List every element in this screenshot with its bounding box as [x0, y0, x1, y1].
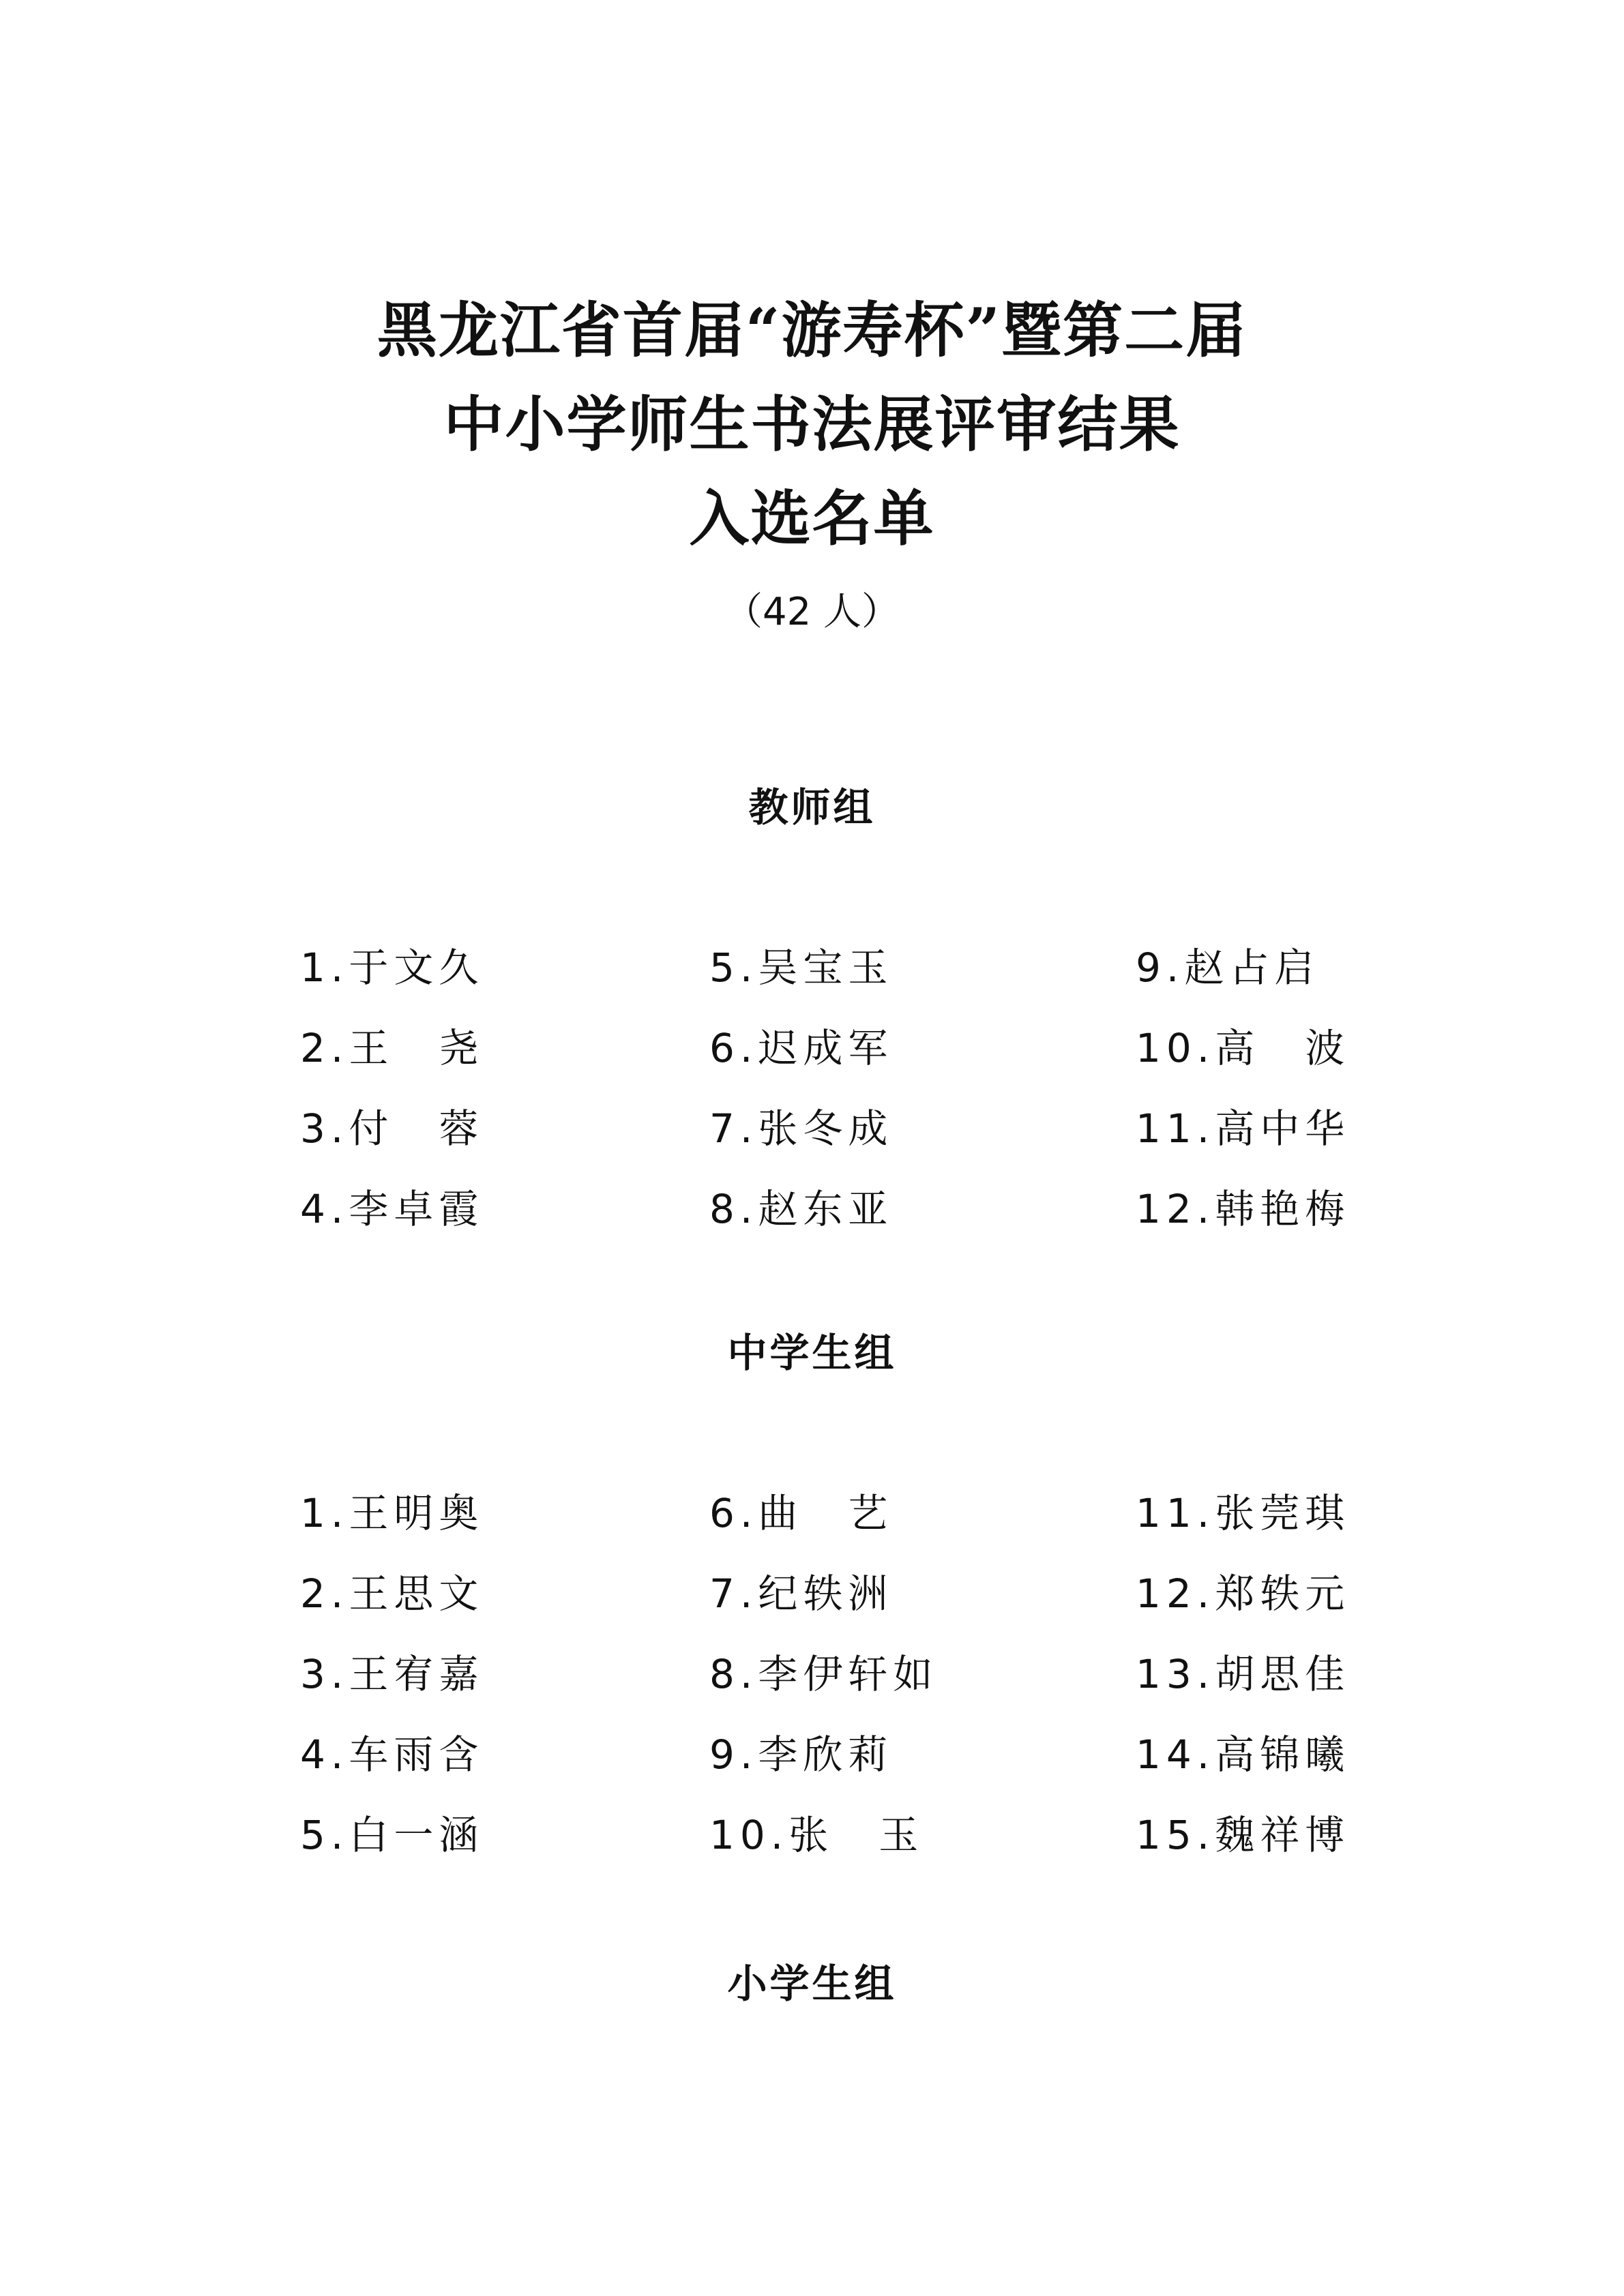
name-entry: 10.高 波 [1136, 1025, 1350, 1071]
name-entry: 2.王 尧 [300, 1025, 484, 1071]
name-entry: 1.王明奥 [300, 1490, 484, 1536]
name-entry: 9.李欣莉 [709, 1731, 894, 1778]
name-entry: 8.赵东亚 [709, 1186, 894, 1232]
name-entry: 7.纪轶洲 [709, 1570, 894, 1617]
name-entry: 2.王思文 [300, 1570, 484, 1617]
name-entry: 6.迟成军 [709, 1025, 894, 1071]
name-entry: 13.胡思佳 [1136, 1651, 1350, 1697]
name-entry: 3.王宥嘉 [300, 1651, 484, 1697]
name-entry: 3.付 蓉 [300, 1105, 484, 1152]
name-entry: 15.魏祥博 [1136, 1812, 1350, 1858]
name-entry: 8.李伊轩如 [709, 1651, 939, 1697]
name-entry: 5.白一涵 [300, 1812, 484, 1858]
name-entry: 4.李卓霞 [300, 1186, 484, 1232]
document-title-line-2: 中小学师生书法展评审结果 [443, 389, 1181, 460]
name-entry: 1.于文久 [300, 944, 484, 991]
name-entry: 12.郑轶元 [1136, 1570, 1350, 1617]
name-entry: 6.曲 艺 [709, 1490, 894, 1536]
total-count: （42 人） [724, 590, 900, 634]
name-entry: 9.赵占启 [1136, 944, 1320, 991]
name-entry: 11.高中华 [1136, 1105, 1350, 1152]
group-heading: 教师组 [748, 784, 876, 831]
name-entry: 12.韩艳梅 [1136, 1186, 1350, 1232]
name-entry: 11.张莞琪 [1136, 1490, 1350, 1536]
name-entry: 4.车雨含 [300, 1731, 484, 1778]
name-entry: 7.张冬成 [709, 1105, 894, 1152]
name-entry: 10.张 玉 [709, 1812, 924, 1858]
document-title-line-1: 黑龙江省首届“游寿杯”暨第二届 [377, 295, 1247, 366]
group-heading: 小学生组 [727, 1960, 897, 2007]
name-entry: 14.高锦曦 [1136, 1731, 1350, 1778]
document-title-line-3: 入选名单 [689, 483, 935, 554]
name-entry: 5.吴宝玉 [709, 944, 894, 991]
group-heading: 中学生组 [727, 1330, 897, 1376]
